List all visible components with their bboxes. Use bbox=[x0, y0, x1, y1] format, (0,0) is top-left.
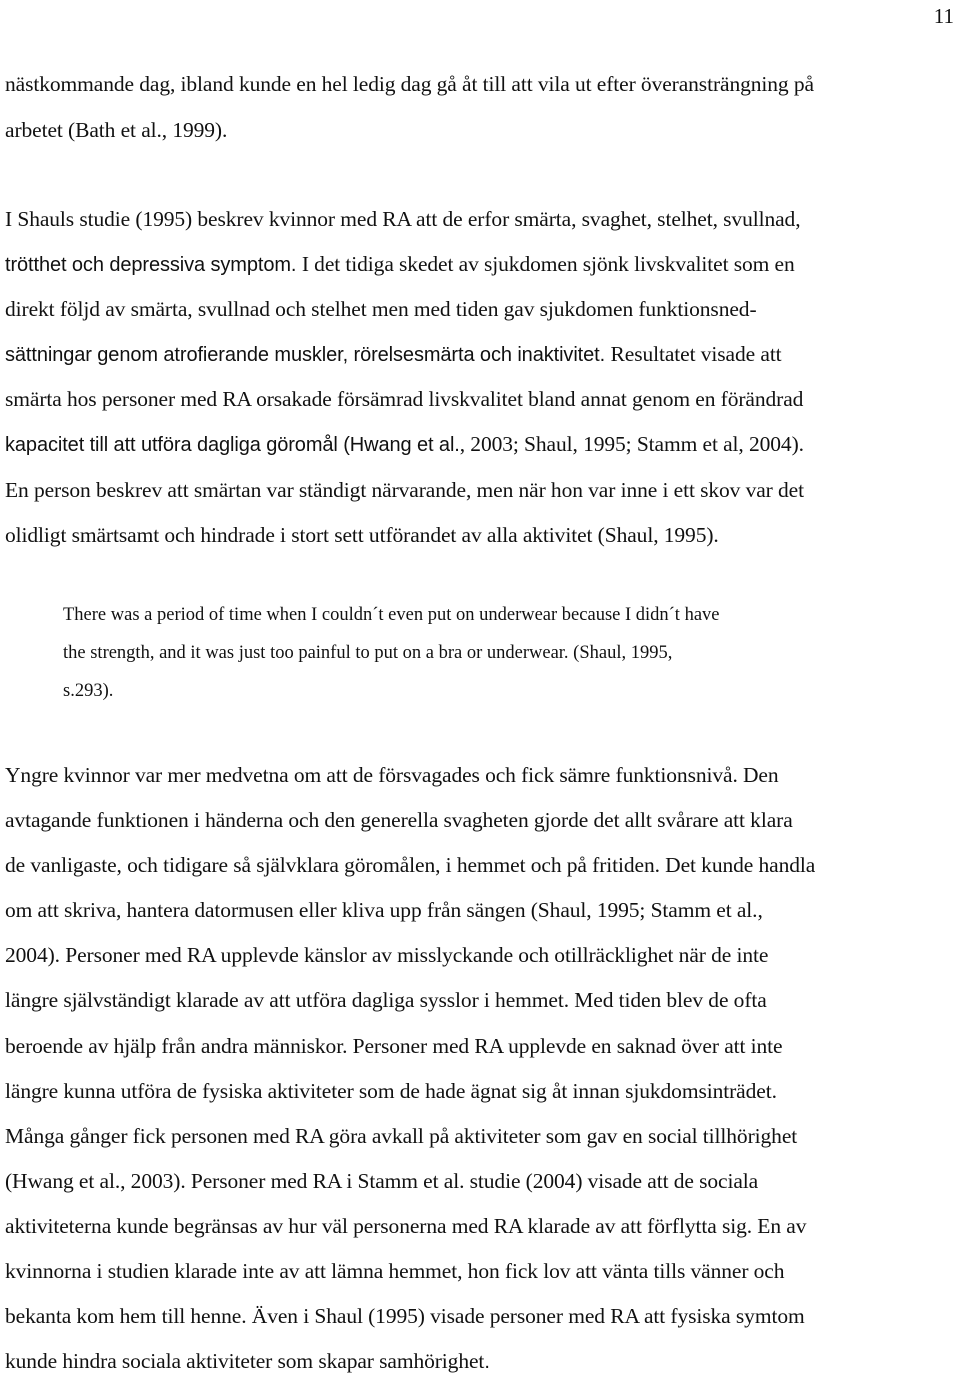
text-line bbox=[5, 941, 768, 969]
text-line bbox=[5, 851, 815, 879]
text-run: om att skriva, hantera datormusen eller kliva upp från sängen (Shaul, 1995; Stamm et al., bbox=[5, 898, 763, 922]
text-line bbox=[5, 1257, 784, 1285]
text-line bbox=[5, 250, 795, 279]
text-run: I det tidiga skedet av sjukdomen sjönk livskvalitet som en bbox=[301, 252, 795, 276]
text-run: Yngre kvinnor var mer medvetna om att de försvagades och fick sämre funktionsnivå. bbox=[5, 763, 738, 787]
text-line bbox=[5, 1077, 777, 1105]
text-line bbox=[5, 295, 757, 323]
text-line bbox=[5, 1122, 797, 1150]
text-run: avtagande funktionen i händerna och den generella svagheten gjorde det allt svårare att klara bbox=[5, 808, 793, 832]
text-run: , 2003; Shaul, 1995; Stamm et al, 2004). bbox=[459, 432, 804, 456]
text-line bbox=[5, 761, 779, 789]
text-run: längre självständigt klarade av att utföra dagliga sysslor i hemmet. bbox=[5, 988, 569, 1012]
text-line bbox=[5, 806, 793, 834]
text-run: En person beskrev att smärtan var ständigt närvarande, men när hon var inne i ett skov var det bbox=[5, 478, 804, 502]
text-line bbox=[5, 70, 814, 98]
text-line bbox=[5, 1212, 806, 1240]
text-run: Personer med RA upplevde känslor av misslyckande och otillräcklighet när de inte bbox=[59, 943, 769, 967]
text-run: kapacitet till att utföra dagliga göromål (Hwang et al. bbox=[5, 434, 460, 456]
text-line bbox=[5, 1167, 758, 1195]
text-run: (Hwang et al., 2003). bbox=[5, 1169, 186, 1193]
text-line bbox=[5, 116, 227, 144]
text-line bbox=[5, 205, 801, 233]
text-run: Det kunde handla bbox=[659, 853, 816, 877]
text-run: En av bbox=[752, 1214, 807, 1238]
text-line bbox=[5, 1302, 805, 1330]
text-run: Många gånger fick personen med RA göra avkall på aktiviteter som gav en social tillhörighet bbox=[5, 1124, 798, 1148]
quote-line: There was a period of time when I couldn´t even put on underwear because I didn´t have bbox=[63, 605, 720, 625]
text-line bbox=[5, 896, 763, 924]
text-run: bekanta kom hem till henne. bbox=[5, 1304, 247, 1328]
text-run: beroende av hjälp från andra människor. bbox=[5, 1034, 348, 1058]
text-run: Även i Shaul (1995) visade personer med RA att fysiska symtom bbox=[246, 1304, 805, 1328]
text-run: . bbox=[484, 1351, 490, 1373]
text-run: Personer med RA upplevde en saknad över att inte bbox=[347, 1034, 783, 1058]
text-run: Personer med RA i Stamm et al. studie (2004) visade att de sociala bbox=[185, 1169, 759, 1193]
text-line bbox=[5, 430, 804, 459]
text-run: 2004). bbox=[5, 943, 60, 967]
text-run: längre kunna utföra de fysiska aktiviteter som de hade ägnat sig åt innan sjukdomsinträdet. bbox=[5, 1079, 777, 1103]
text-run: direkt följd av smärta, svullnad och stelhet men med tiden gav sjukdomen funktionsned- bbox=[5, 297, 757, 321]
text-line bbox=[5, 476, 804, 504]
text-line bbox=[5, 340, 782, 369]
text-run: smärta hos personer med RA orsakade försämrad livskvalitet bland annat genom en förändrad bbox=[5, 387, 804, 411]
text-line bbox=[5, 1347, 490, 1376]
text-run: kvinnorna i studien klarade inte av att lämna hemmet, hon fick lov att vänta tills vänner och bbox=[5, 1259, 785, 1283]
text-run: de vanligaste, och tidigare så självklara göromålen, i hemmet och på fritiden. bbox=[5, 853, 660, 877]
text-run: Med tiden blev de ofta bbox=[568, 988, 767, 1012]
text-run: olidligt smärtsamt och hindrade i stort sett utförandet av alla aktivitet (Shaul, 1995). bbox=[5, 523, 719, 547]
text-run: nästkommande dag, ibland kunde en hel ledig dag gå åt till att vila ut efter överansträngning på bbox=[5, 72, 814, 96]
text-run: arbetet (Bath et al., 1999). bbox=[5, 118, 228, 142]
text-line bbox=[5, 1032, 783, 1060]
text-run: kunde hindra sociala aktiviteter som skapar samhörighet bbox=[5, 1349, 485, 1373]
text-run: aktiviteterna kunde begränsas av hur väl personerna med RA klarade av att förflytta sig. bbox=[5, 1214, 753, 1238]
text-run: sättningar genom atrofierande muskler, rörelsesmärta och inaktivitet. bbox=[5, 344, 611, 366]
quote-line: the strength, and it was just too painful to put on a bra or underwear. (Shaul, 1995, bbox=[63, 643, 673, 663]
quote-line: s.293). bbox=[63, 681, 114, 701]
text-run: I Shauls studie (1995) beskrev kvinnor med RA att de erfor smärta, svaghet, stelhet, svullnad, bbox=[5, 207, 801, 231]
page-number: 11 bbox=[933, 4, 954, 28]
text-line bbox=[5, 385, 803, 413]
text-line bbox=[5, 521, 719, 549]
text-run: trötthet och depressiva symptom. bbox=[5, 254, 302, 276]
text-run: Den bbox=[737, 763, 779, 787]
text-run: Resultatet visade att bbox=[610, 342, 782, 366]
text-line bbox=[5, 986, 767, 1014]
